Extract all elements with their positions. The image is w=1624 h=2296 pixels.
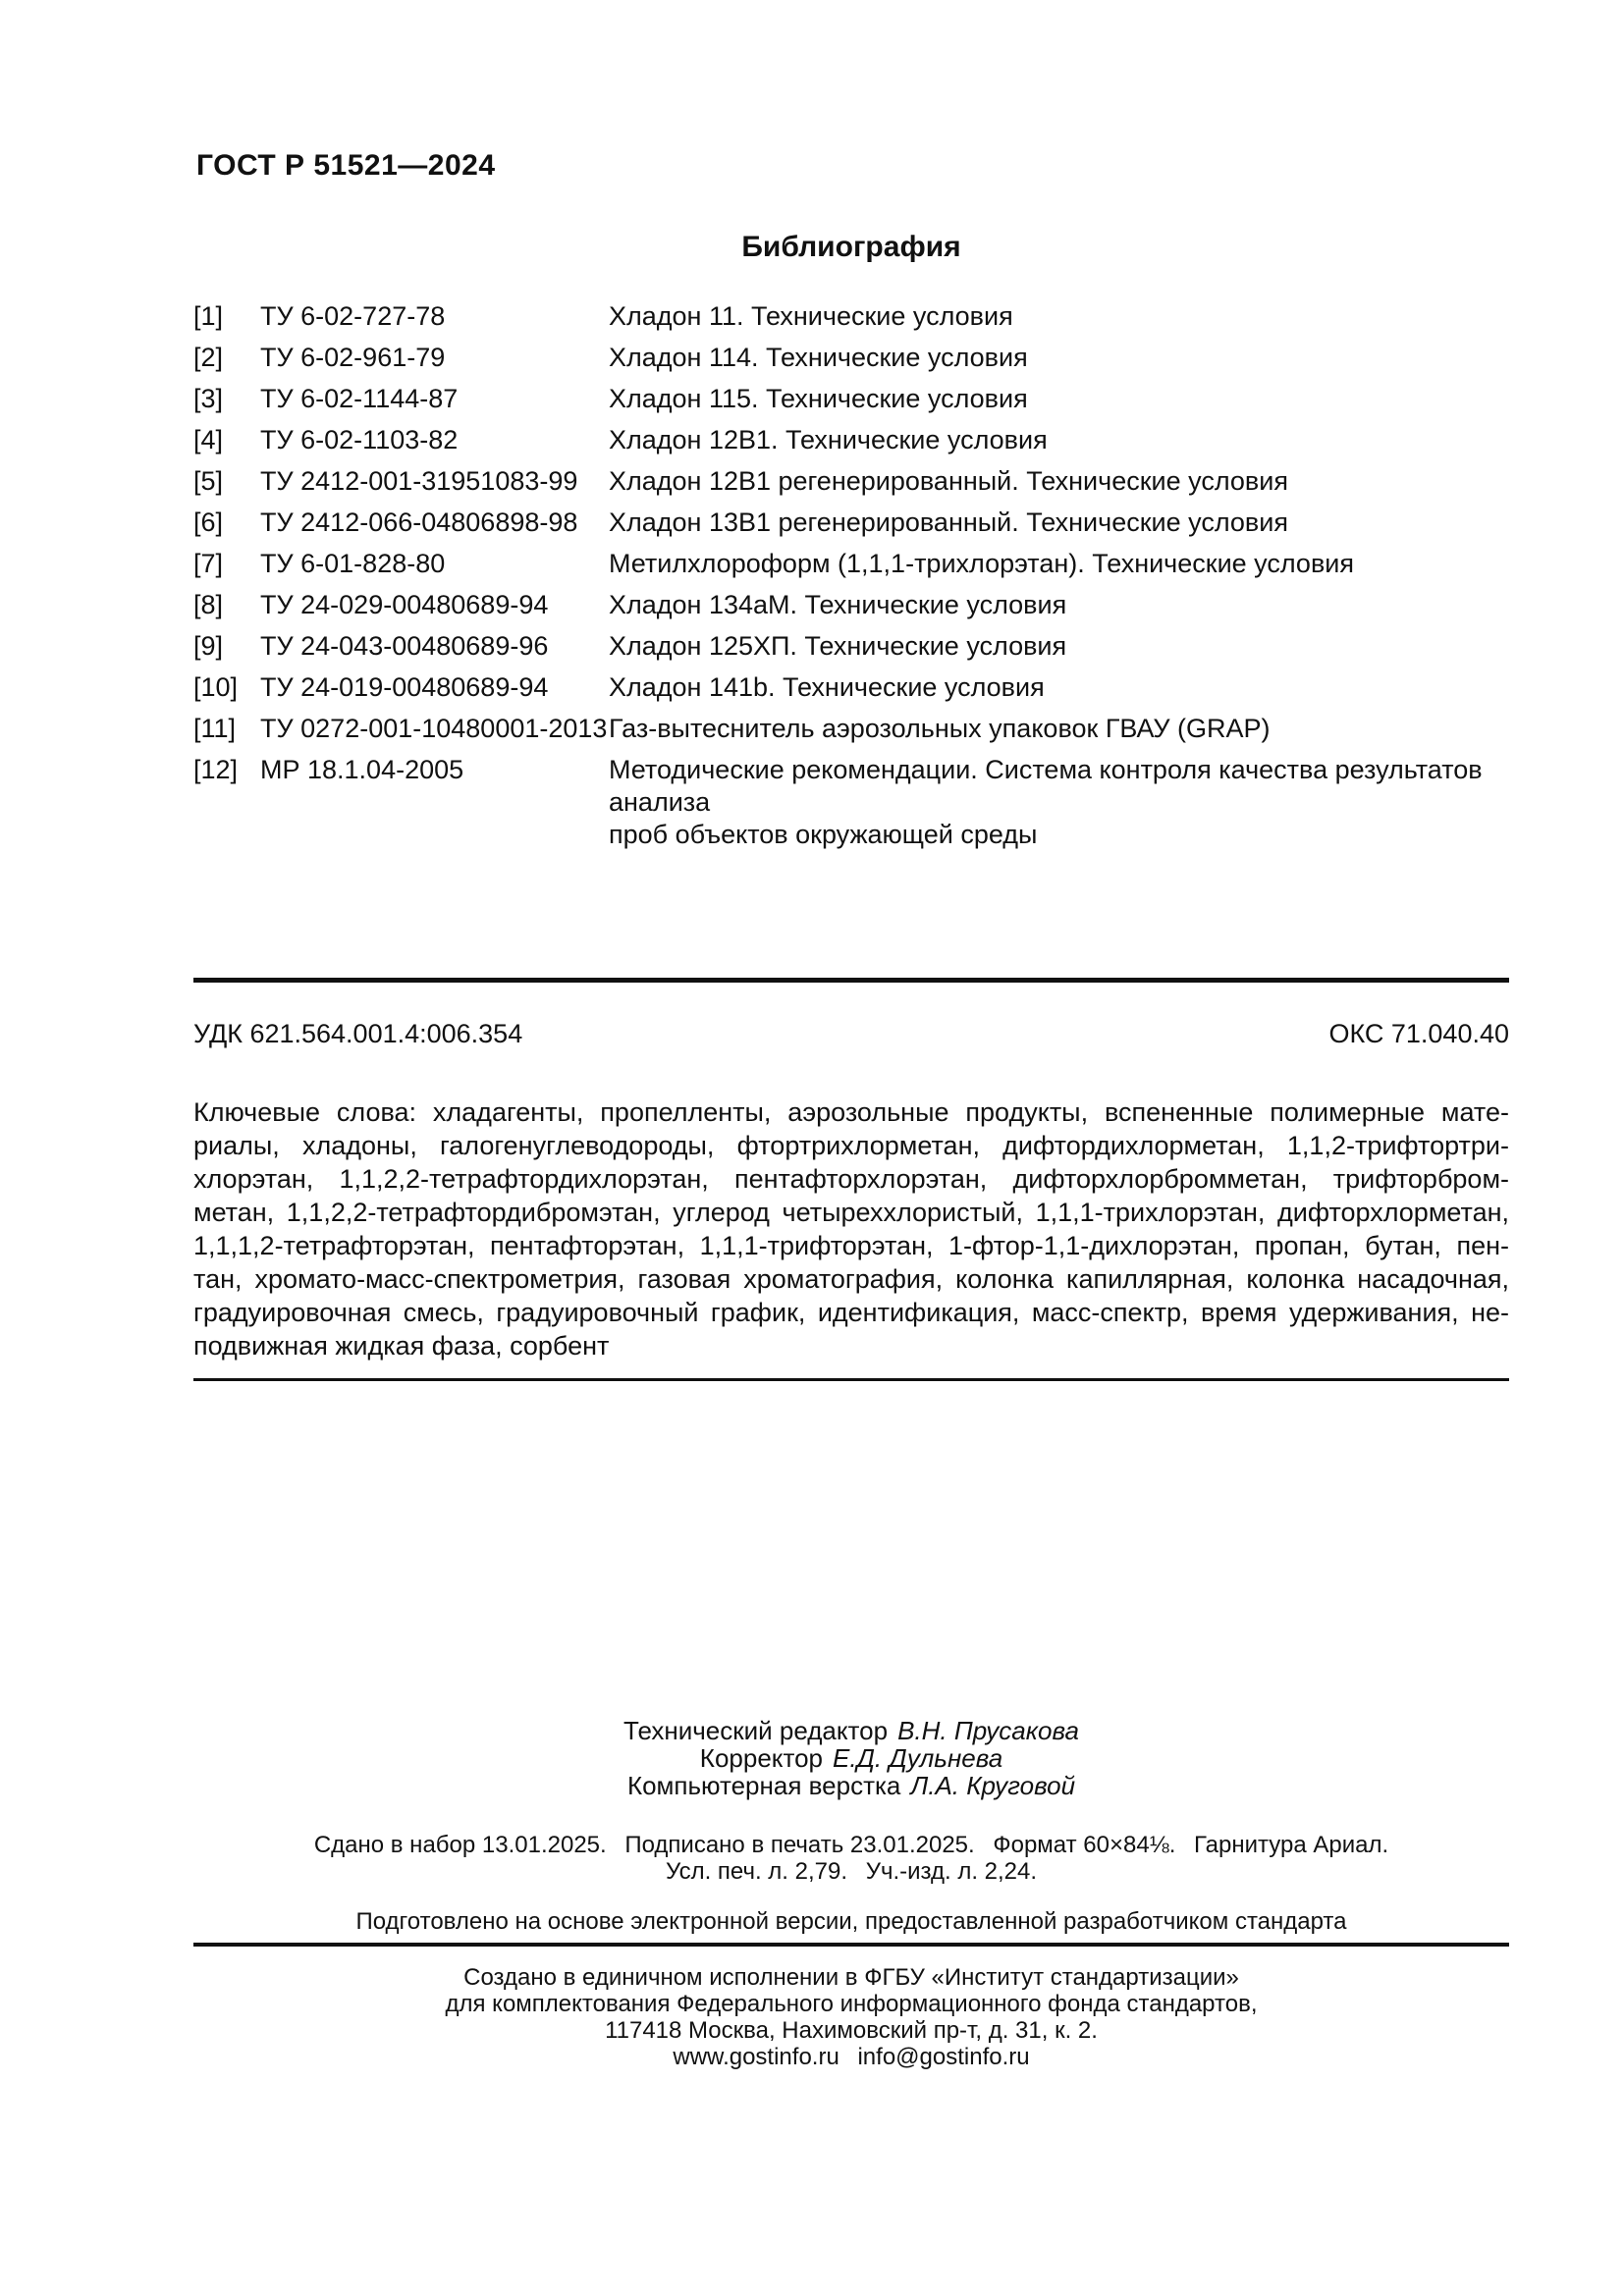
entry-code: ТУ 6-02-727-78 (260, 301, 446, 331)
entry-number: [3] (193, 384, 224, 413)
bibliography-entry (193, 465, 1509, 498)
bibliography-entry (193, 300, 1509, 333)
entry-code: ТУ 6-01-828-80 (260, 549, 446, 578)
footer-line: для комплектования Федерального информационного фонда стандартов, (445, 1991, 1258, 2017)
entry-number: [10] (193, 672, 239, 702)
keywords-line: градуировочная смесь, градуировочный график, идентификация, масс-спектр, время удерживания, не- (193, 1298, 1509, 1327)
entry-code: ТУ 6-02-1144-87 (260, 384, 459, 413)
entry-code: ТУ 24-043-00480689-96 (260, 631, 549, 661)
bibliography-list (193, 300, 1509, 860)
credit-line (193, 1717, 1509, 1744)
entry-description: Хладон 115. Технические условия (609, 384, 1028, 413)
bibliography-entry (193, 548, 1509, 580)
bibliography-entry (193, 589, 1509, 621)
entry-description: Хладон 141b. Технические условия (609, 672, 1045, 702)
entry-description: Газ-вытеснитель аэрозольных упаковок ГВАУ (GRAP) (609, 714, 1271, 743)
entry-description: Метилхлороформ (1,1,1-трихлорэтан). Технические условия (609, 549, 1354, 578)
entry-description: Хладон 12В1. Технические условия (609, 425, 1048, 454)
entry-code: ТУ 2412-001-31951083-99 (260, 466, 578, 496)
credits-block (193, 1717, 1509, 1799)
keywords-line: хлорэтан, 1,1,2,2-тетрафтордихлорэтан, пентафторхлорэтан, дифторхлорбромметан, трифторбром- (193, 1164, 1509, 1194)
credit-name: В.Н. Прусакова (897, 1716, 1079, 1745)
entry-description-line: Методические рекомендации. Система контроля качества результатов анализа (609, 755, 1483, 817)
bibliography-entry (193, 424, 1509, 456)
keywords-line: 1,1,1,2-тетрафторэтан, пентафторэтан, 1,1,1-трифторэтан, 1-фтор-1,1-дихлорэтан, пропан, бутан, пен- (193, 1231, 1509, 1260)
doc-header: ГОСТ Р 51521—2024 (196, 149, 496, 182)
entry-number: [6] (193, 507, 224, 537)
bibliography-entry (193, 383, 1509, 415)
entry-number: [1] (193, 301, 224, 331)
keywords-line: подвижная жидкая фаза, сорбент (193, 1331, 610, 1361)
footer-line: 117418 Москва, Нахимовский пр-т, д. 31, к. 2. (605, 2017, 1098, 2044)
entry-description: Хладон 125ХП. Технические условия (609, 631, 1067, 661)
entry-number: [4] (193, 425, 224, 454)
udk-code: УДК 621.564.001.4:006.354 (193, 1019, 523, 1048)
bibliography-entry (193, 630, 1509, 663)
credit-line (193, 1772, 1509, 1799)
entry-code: ТУ 2412-066-04806898-98 (260, 507, 578, 537)
entry-code: ТУ 0272-001-10480001-2013 (260, 714, 608, 743)
divider-rule-bottom (193, 1943, 1509, 1947)
section-title: Библиография (741, 231, 961, 263)
entry-number: [12] (193, 755, 239, 784)
bibliography-entry (193, 713, 1509, 745)
credit-line (193, 1744, 1509, 1772)
entry-description-line: проб объектов окружающей среды (609, 820, 1038, 849)
prepared-note: Подготовлено на основе электронной версии, предоставленной разработчиком стандарта (355, 1908, 1347, 1935)
divider-rule-middle (193, 1378, 1509, 1381)
footer-block (193, 1964, 1509, 2070)
bibliography-entry (193, 507, 1509, 539)
imprint-line-1: Сдано в набор 13.01.2025. Подписано в печать 23.01.2025. Формат 60×84⅛. Гарнитура Ариал. (313, 1832, 1389, 1858)
oks-code: ОКС 71.040.40 (1328, 1019, 1509, 1048)
entry-description (609, 754, 1509, 851)
bibliography-entry (193, 342, 1509, 374)
entry-description: Хладон 11. Технические условия (609, 301, 1013, 331)
imprint-block (193, 1832, 1509, 1885)
footer-line: Создано в единичном исполнении в ФГБУ «Институт стандартизации» (463, 1964, 1239, 1991)
entry-code: МР 18.1.04-2005 (260, 755, 464, 784)
credit-role: Компьютерная верстка (626, 1771, 901, 1800)
entry-description: Хладон 12В1 регенерированный. Технические условия (609, 466, 1288, 496)
entry-code: ТУ 24-019-00480689-94 (260, 672, 549, 702)
keywords-line: метан, 1,1,2,2-тетрафтордибромэтан, углерод четыреххлористый, 1,1,1-трихлорэтан, дифторхлорметан, (193, 1198, 1509, 1227)
entry-number: [7] (193, 549, 224, 578)
bibliography-entry (193, 671, 1509, 704)
imprint-line-2: Усл. печ. л. 2,79. Уч.-изд. л. 2,24. (665, 1858, 1038, 1885)
entry-code: ТУ 6-02-961-79 (260, 343, 446, 372)
credit-name: Е.Д. Дульнева (833, 1743, 1003, 1773)
divider-rule-top (193, 978, 1509, 983)
credit-role: Технический редактор (623, 1716, 889, 1745)
entry-description: Хладон 134аМ. Технические условия (609, 590, 1067, 619)
entry-number: [9] (193, 631, 224, 661)
entry-number: [11] (193, 714, 237, 743)
entry-code: ТУ 6-02-1103-82 (260, 425, 459, 454)
credit-role: Корректор (699, 1743, 823, 1773)
entry-description: Хладон 114. Технические условия (609, 343, 1028, 372)
bibliography-entry (193, 754, 1509, 851)
keywords-line: риалы, хладоны, галогенуглеводороды, фтортрихлорметан, дифтордихлорметан, 1,1,2-трифтортри- (193, 1131, 1509, 1160)
entry-number: [5] (193, 466, 224, 496)
footer-line: www.gostinfo.ru info@gostinfo.ru (673, 2044, 1030, 2070)
entry-number: [2] (193, 343, 224, 372)
entry-description: Хладон 13В1 регенерированный. Технические условия (609, 507, 1288, 537)
entry-number: [8] (193, 590, 224, 619)
classification-row (193, 1018, 1509, 1050)
keywords-line: Ключевые слова: хладагенты, пропелленты, аэрозольные продукты, вспененные полимерные мате- (193, 1097, 1509, 1127)
keywords-line: тан, хромато-масс-спектрометрия, газовая хроматография, колонка капиллярная, колонка насадочная, (193, 1264, 1509, 1294)
keywords-paragraph (193, 1095, 1509, 1362)
entry-code: ТУ 24-029-00480689-94 (260, 590, 549, 619)
credit-name: Л.А. Круговой (910, 1771, 1076, 1800)
